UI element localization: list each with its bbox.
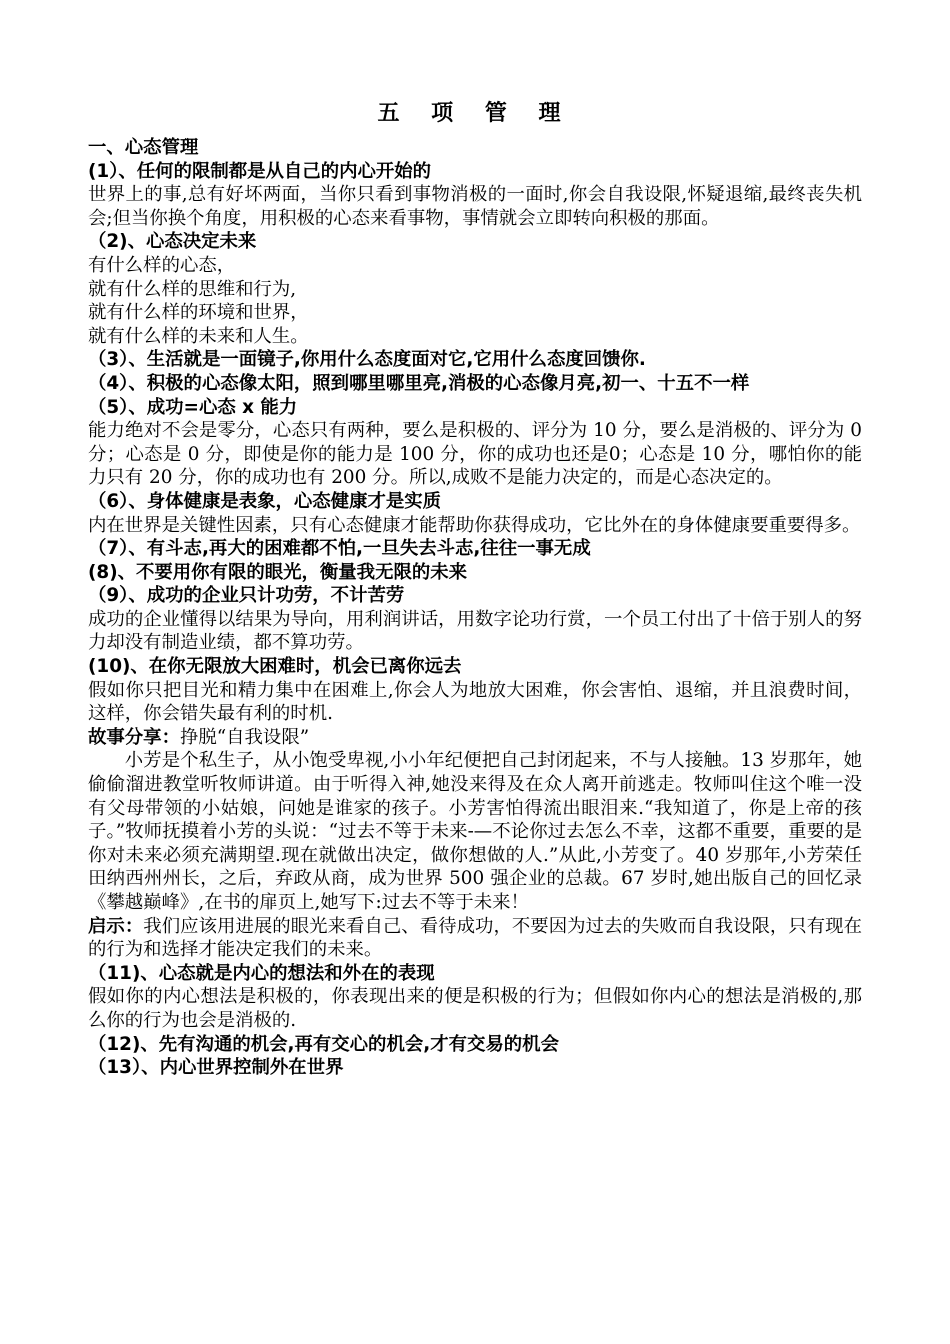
point-2-heading: （2)、心态决定未来 [88,231,257,253]
point-9-text: 成功的企业懂得以结果为导向，用利润讲话，用数字论功行赏，一个员工付出了十倍于别人的努力却没有制造业绩，都不算功劳。 [88,608,862,654]
point-1-heading: (1）、任何的限制都是从自己的内心开始的 [88,160,432,182]
point-7-heading: （7）、有斗志,再大的困难都不怕,一旦失去斗志,往往一事无成 [88,538,591,560]
point-5-heading: （5）、成功=心态 x 能力 [88,396,298,418]
point-11-text: 假如你的内心想法是积极的，你表现出来的便是积极的行为；但假如你内心的想法是消极的,那么你的行为也会是消极的. [88,986,862,1031]
story-heading [88,726,862,750]
point-8-heading: (8)、不要用你有限的眼光，衡量我无限的未来 [88,561,468,583]
insight-text: 我们应该用进展的眼光来看自己、看待成功，不要因为过去的失败而自我设限，只有现在的行为和选择才能决定我们的未来。 [88,915,862,961]
story-title: 挣脱“自我设限” [179,726,310,748]
point-4-heading: （4）、积极的心态像太阳，照到哪里哪里亮,消极的心态像月亮,初一、十五不一样 [88,372,750,394]
point-11-heading: （11)、心态就是内心的想法和外在的表现 [88,962,435,984]
point-6-text: 内在世界是关键性因素，只有心态健康才能帮助你获得成功，它比外在的身体健康要重要得多。 [88,514,861,536]
point-5-text: 能力绝对不会是零分，心态只有两种，要么是积极的、评分为 10 分，要么是消极的、评分为 0 分；心态是 0 分，即使是你的能力是 100 分，你的成功也还是0；心态是 10 分，哪怕你的能力只有 20 分，你的成功也有 200 分。所以,成败不是能力决定的，而是心态决定的。 [88,420,862,489]
point-10-text: 假如你只把目光和精力集中在困难上,你会人为地放大困难，你会害怕、退缩，并且浪费时间，这样，你会错失最有利的时机. [88,679,862,725]
story-text: 小芳是个私生子，从小饱受卑视,小小年纪便把自己封闭起来，不与人接触。13 岁那年，她偷偷溜进教堂听牧师讲道。由于听得入神,她没来得及在众人离开前逃走。牧师叫住这个唯一没有父母带领的小姑娘，问她是谁家的孩子。小芳害怕得流出眼泪来.“我知道了，你是上帝的孩子。”牧师抚摸着小芳的头说：“过去不等于未来-—不论你过去怎么不幸，这都不重要，重要的是你对未来必须充满期望.现在就做出决定，做你想做的人.”从此,小芳变了。40 岁那年,小芳荣任田纳西州州长，之后，弃政从商，成为世界 500 强企业的总裁。67 岁时,她出版自己的回忆录《攀越巅峰》,在书的扉页上,她写下:过去不等于未来！ [88,750,862,913]
point-1-text: 世界上的事,总有好坏两面，当你只看到事物消极的一面时,你会自我设限,怀疑退缩,最终丧失机会;但当你换个角度，用积极的心态来看事物，事情就会立即转向积极的那面。 [88,184,862,229]
section-heading: 一、心态管理 [88,137,199,158]
point-3-heading: （3）、生活就是一面镜子,你用什么态度面对它,它用什么态度回馈你. [88,349,646,371]
point-2-line: 有什么样的心态， [88,254,236,276]
point-13-heading: （13）、内心世界控制外在世界 [88,1057,344,1079]
point-2-line: 就有什么样的未来和人生。 [88,325,309,347]
page-title: 五 项 管 理 [377,101,573,126]
document-body [88,136,862,1080]
point-6-heading: （6）、身体健康是表象，心态健康才是实质 [88,490,442,512]
insight-label: 启示： [88,915,144,937]
story-label: 故事分享： [88,726,180,748]
point-10-heading: (10)、在你无限放大困难时，机会已离你远去 [88,656,462,678]
point-9-heading: （9）、成功的企业只计功劳，不计苦劳 [88,585,405,607]
point-12-heading: （12)、先有沟通的机会,再有交心的机会,才有交易的机会 [88,1033,559,1055]
point-2-line: 就有什么样的环境和世界， [88,302,309,324]
point-2-line: 就有什么样的思维和行为, [88,278,297,300]
insight-paragraph [88,915,862,962]
